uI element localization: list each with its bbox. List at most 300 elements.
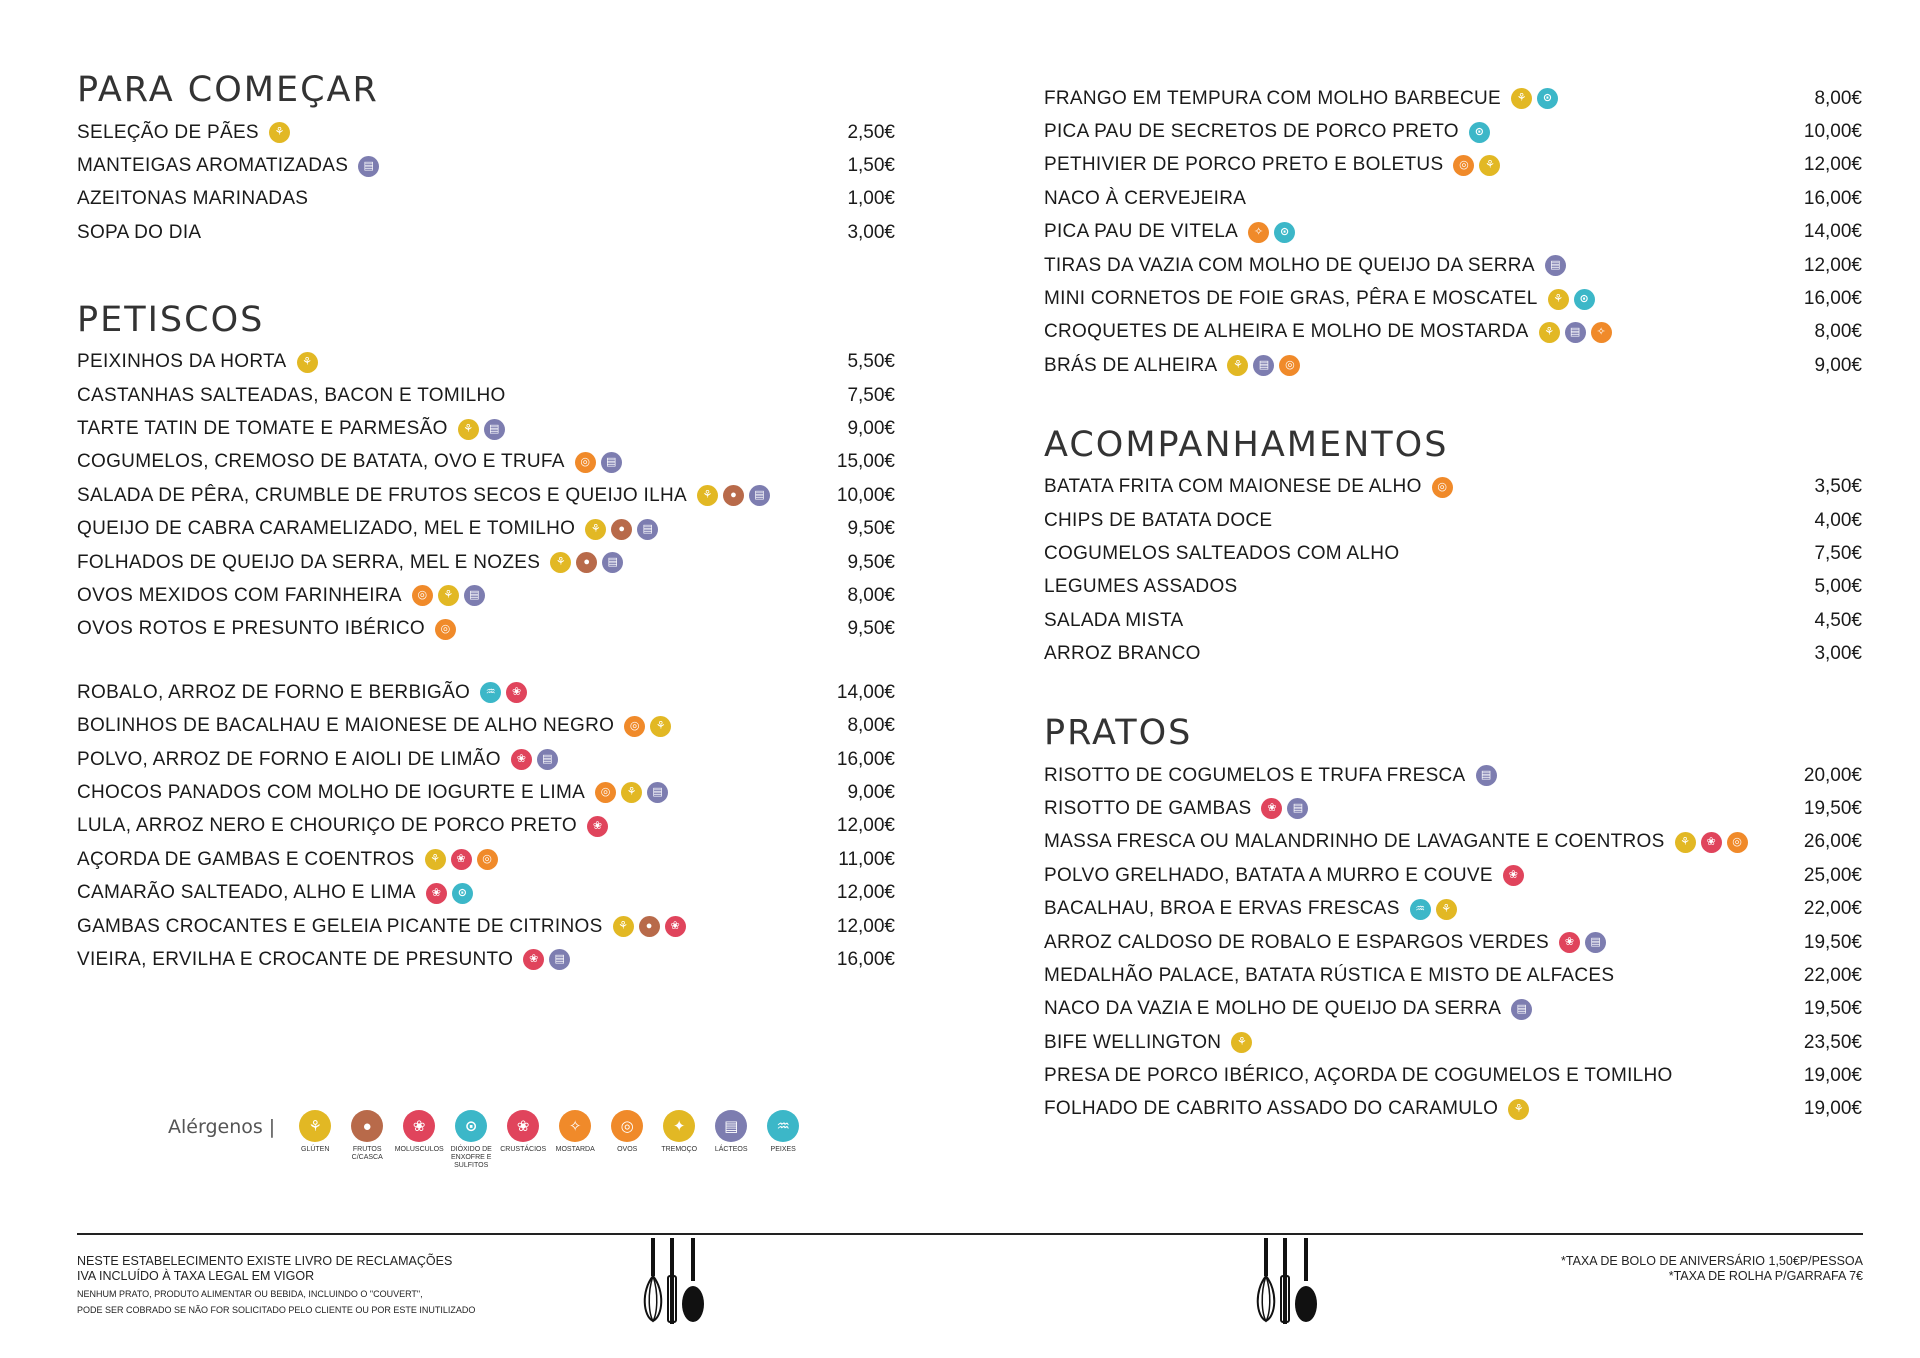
egg-icon: ◎ bbox=[412, 585, 433, 606]
menu-item-price: 8,00€ bbox=[1814, 87, 1862, 109]
milk-icon: ▤ bbox=[647, 782, 668, 803]
menu-item-name: AÇORDA DE GAMBAS E COENTROS bbox=[77, 848, 415, 870]
menu-item bbox=[1044, 282, 1862, 315]
milk-icon: ▤ bbox=[1585, 932, 1606, 953]
menu-item bbox=[1044, 1026, 1862, 1059]
menu-item bbox=[77, 216, 895, 249]
allergen-legend bbox=[168, 1110, 809, 1170]
menu-item-price: 16,00€ bbox=[1803, 288, 1862, 310]
menu-item bbox=[1044, 604, 1862, 637]
menu-item-name: PEIXINHOS DA HORTA bbox=[77, 351, 287, 373]
menu-list-petiscos-seafood bbox=[77, 676, 895, 977]
nut-icon: ● bbox=[723, 485, 744, 506]
legend-item-lupin bbox=[653, 1110, 705, 1170]
milk-icon: ▤ bbox=[549, 949, 570, 970]
menu-item bbox=[77, 743, 895, 776]
menu-item-price: 16,00€ bbox=[1803, 187, 1862, 209]
menu-item bbox=[77, 479, 895, 512]
legend-item-dairy bbox=[705, 1110, 757, 1170]
menu-item bbox=[1044, 471, 1862, 504]
footer-fees bbox=[1561, 1254, 1863, 1284]
legend-items bbox=[289, 1110, 809, 1170]
menu-item-name: BACALHAU, BROA E ERVAS FRESCAS bbox=[1044, 898, 1400, 920]
menu-item-name: LULA, ARROZ NERO E CHOURIÇO DE PORCO PRETO bbox=[77, 815, 577, 837]
utensils-icon bbox=[635, 1236, 715, 1326]
menu-item-price: 19,50€ bbox=[1803, 931, 1862, 953]
menu-item-name: LEGUMES ASSADOS bbox=[1044, 576, 1238, 598]
egg-icon: ◎ bbox=[624, 716, 645, 737]
allergen-icons bbox=[1410, 899, 1462, 920]
menu-item-price: 4,00€ bbox=[1814, 509, 1862, 531]
legend-item-label: CRUSTÁCIOS bbox=[500, 1146, 547, 1153]
milk-icon: ▤ bbox=[602, 552, 623, 573]
menu-item-price: 9,50€ bbox=[847, 518, 895, 540]
shell-icon: ❀ bbox=[511, 749, 532, 770]
menu-item bbox=[77, 579, 895, 612]
menu-item-name: SELEÇÃO DE PÃES bbox=[77, 121, 259, 143]
menu-item-price: 12,00€ bbox=[1803, 154, 1862, 176]
menu-item-name: FOLHADO DE CABRITO ASSADO DO CARAMULO bbox=[1044, 1098, 1499, 1120]
menu-item-price: 1,50€ bbox=[847, 155, 895, 177]
allergen-icons bbox=[435, 619, 461, 640]
wheat-icon: ⚘ bbox=[269, 122, 290, 143]
menu-column-right bbox=[1044, 82, 1862, 1126]
menu-item-price: 1,00€ bbox=[847, 188, 895, 210]
milk-icon: ▤ bbox=[601, 452, 622, 473]
menu-item-name: ARROZ CALDOSO DE ROBALO E ESPARGOS VERDES bbox=[1044, 931, 1550, 953]
section-title-pratos: PRATOS bbox=[1044, 712, 1193, 753]
menu-item-price: 8,00€ bbox=[847, 715, 895, 737]
allergen-icons bbox=[358, 156, 384, 177]
menu-item-price: 3,00€ bbox=[1814, 643, 1862, 665]
menu-item bbox=[1044, 182, 1862, 215]
molecule-icon: ⊙ bbox=[1274, 222, 1295, 243]
menu-item-price: 25,00€ bbox=[1803, 864, 1862, 886]
menu-item bbox=[1044, 149, 1862, 182]
allergen-icons bbox=[412, 585, 490, 606]
menu-item bbox=[77, 843, 895, 876]
allergen-icons bbox=[624, 716, 676, 737]
fish-icon: ♒ bbox=[767, 1110, 799, 1142]
wheat-icon: ⚘ bbox=[1479, 155, 1500, 176]
wheat-icon: ⚘ bbox=[297, 352, 318, 373]
menu-item-price: 3,00€ bbox=[847, 221, 895, 243]
crab-icon: ❀ bbox=[1503, 865, 1524, 886]
menu-item-price: 14,00€ bbox=[836, 681, 895, 703]
menu-item-name: OVOS ROTOS E PRESUNTO IBÉRICO bbox=[77, 618, 425, 640]
footer-corkage-fee: *TAXA DE ROLHA P/GARRAFA 7€ bbox=[1668, 1269, 1863, 1283]
legend-item-eggs bbox=[601, 1110, 653, 1170]
menu-item-name: CHIPS DE BATATA DOCE bbox=[1044, 509, 1273, 531]
menu-item-price: 19,50€ bbox=[1803, 797, 1862, 819]
footer-divider bbox=[77, 1233, 1863, 1235]
spoon-icon: ✧ bbox=[1591, 322, 1612, 343]
crab-icon: ❀ bbox=[1701, 832, 1722, 853]
allergen-icons bbox=[511, 749, 563, 770]
menu-item-name: VIEIRA, ERVILHA E CROCANTE DE PRESUNTO bbox=[77, 948, 514, 970]
menu-item-name: COGUMELOS, CREMOSO DE BATATA, OVO E TRUFA bbox=[77, 451, 565, 473]
menu-item-name: MASSA FRESCA OU MALANDRINHO DE LAVAGANTE E COENTROS bbox=[1044, 831, 1665, 853]
menu-item-name: COGUMELOS SALTEADOS COM ALHO bbox=[1044, 542, 1400, 564]
spoon-icon bbox=[682, 1238, 704, 1322]
menu-item-name: QUEIJO DE CABRA CARAMELIZADO, MEL E TOMILHO bbox=[77, 518, 576, 540]
wheat-icon: ⚘ bbox=[550, 552, 571, 573]
menu-item-name: FRANGO EM TEMPURA COM MOLHO BARBECUE bbox=[1044, 87, 1502, 109]
molecule-icon: ⊙ bbox=[1574, 289, 1595, 310]
nut-icon: ● bbox=[351, 1110, 383, 1142]
menu-item-price: 12,00€ bbox=[836, 882, 895, 904]
nut-icon: ● bbox=[576, 552, 597, 573]
menu-item-price: 22,00€ bbox=[1803, 964, 1862, 986]
menu-item-price: 7,50€ bbox=[847, 384, 895, 406]
milk-icon: ▤ bbox=[1565, 322, 1586, 343]
menu-item-name: CROQUETES DE ALHEIRA E MOLHO DE MOSTARDA bbox=[1044, 321, 1529, 343]
nut-icon: ● bbox=[611, 519, 632, 540]
menu-item-price: 14,00€ bbox=[1803, 221, 1862, 243]
menu-item-price: 4,50€ bbox=[1814, 609, 1862, 631]
menu-item-name: NACO À CERVEJEIRA bbox=[1044, 187, 1247, 209]
menu-item bbox=[1044, 571, 1862, 604]
milk-icon: ▤ bbox=[537, 749, 558, 770]
menu-item-price: 12,00€ bbox=[1803, 254, 1862, 276]
menu-item bbox=[77, 346, 895, 379]
crab-icon: ❀ bbox=[1559, 932, 1580, 953]
milk-icon: ▤ bbox=[1287, 798, 1308, 819]
molecule-icon: ⊙ bbox=[1469, 122, 1490, 143]
molecule-icon: ⊙ bbox=[455, 1110, 487, 1142]
menu-item-name: CASTANHAS SALTEADAS, BACON E TOMILHO bbox=[77, 384, 506, 406]
egg-icon: ◎ bbox=[595, 782, 616, 803]
menu-item-name: PICA PAU DE VITELA bbox=[1044, 221, 1239, 243]
molecule-icon: ⊙ bbox=[1537, 88, 1558, 109]
menu-item-price: 8,00€ bbox=[1814, 321, 1862, 343]
menu-item-name: FOLHADOS DE QUEIJO DA SERRA, MEL E NOZES bbox=[77, 551, 541, 573]
footer-complaints-book: NESTE ESTABELECIMENTO EXISTE LIVRO DE RECLAMAÇÕES bbox=[77, 1254, 453, 1268]
allergen-icons bbox=[595, 782, 673, 803]
milk-icon: ▤ bbox=[715, 1110, 747, 1142]
menu-item bbox=[77, 183, 895, 216]
menu-item bbox=[1044, 926, 1862, 959]
menu-item-price: 26,00€ bbox=[1803, 831, 1862, 853]
egg-icon: ◎ bbox=[1727, 832, 1748, 853]
menu-item bbox=[1044, 316, 1862, 349]
allergen-icons bbox=[1508, 1099, 1534, 1120]
legend-item-label: DIÓXIDO DE ENXOFRE E SULFITOS bbox=[450, 1146, 492, 1169]
menu-item bbox=[77, 676, 895, 709]
menu-item-name: OVOS MEXIDOS COM FARINHEIRA bbox=[77, 584, 402, 606]
menu-item bbox=[1044, 792, 1862, 825]
egg-icon: ◎ bbox=[1279, 355, 1300, 376]
menu-list-acompanhamentos bbox=[1044, 471, 1862, 671]
legend-item-mustard bbox=[549, 1110, 601, 1170]
legend-item-label: MOSTARDA bbox=[555, 1146, 595, 1153]
crab-icon: ❀ bbox=[507, 1110, 539, 1142]
menu-list-petiscos-meat bbox=[1044, 82, 1862, 383]
crab-icon: ❀ bbox=[451, 849, 472, 870]
milk-icon: ▤ bbox=[484, 419, 505, 440]
egg-icon: ◎ bbox=[435, 619, 456, 640]
allergen-icons bbox=[1545, 255, 1571, 276]
menu-item-name: TIRAS DA VAZIA COM MOLHO DE QUEIJO DA SERRA bbox=[1044, 254, 1535, 276]
allergen-icons bbox=[425, 849, 503, 870]
menu-item-price: 8,00€ bbox=[847, 584, 895, 606]
footer-legal-notice bbox=[77, 1254, 537, 1316]
egg-icon: ◎ bbox=[1453, 155, 1474, 176]
spoon-icon: ✧ bbox=[559, 1110, 591, 1142]
menu-item bbox=[1044, 892, 1862, 925]
section-title-petiscos: PETISCOS bbox=[77, 299, 265, 340]
menu-item-price: 7,50€ bbox=[1814, 542, 1862, 564]
wheat-icon: ⚘ bbox=[299, 1110, 331, 1142]
shell-icon: ❀ bbox=[587, 816, 608, 837]
crab-icon: ❀ bbox=[426, 883, 447, 904]
allergen-icons bbox=[458, 419, 510, 440]
allergen-icons bbox=[523, 949, 575, 970]
whisk-icon bbox=[1258, 1238, 1275, 1321]
allergen-icons bbox=[1548, 289, 1600, 310]
legend-item-nuts bbox=[341, 1110, 393, 1170]
menu-item-price: 9,00€ bbox=[847, 781, 895, 803]
menu-item-name: SALADA MISTA bbox=[1044, 609, 1184, 631]
wheat-icon: ⚘ bbox=[1548, 289, 1569, 310]
egg-icon: ◎ bbox=[1432, 477, 1453, 498]
menu-item bbox=[77, 379, 895, 412]
milk-icon: ▤ bbox=[1511, 999, 1532, 1020]
legend-label: Alérgenos | bbox=[168, 1116, 276, 1138]
allergen-icons bbox=[1559, 932, 1611, 953]
menu-list-para-comecar bbox=[77, 116, 895, 250]
legend-item-fish bbox=[757, 1110, 809, 1170]
menu-item bbox=[1044, 249, 1862, 282]
milk-icon: ▤ bbox=[1253, 355, 1274, 376]
menu-item-name: NACO DA VAZIA E MOLHO DE QUEIJO DA SERRA bbox=[1044, 998, 1502, 1020]
allergen-icons bbox=[1511, 999, 1537, 1020]
wheat-icon: ⚘ bbox=[1436, 899, 1457, 920]
allergen-icons bbox=[1675, 832, 1753, 853]
allergen-icons bbox=[1469, 122, 1495, 143]
menu-item-price: 19,50€ bbox=[1803, 998, 1862, 1020]
menu-item bbox=[1044, 82, 1862, 115]
legend-item-label: PEIXES bbox=[770, 1146, 796, 1153]
menu-item-name: PETHIVIER DE PORCO PRETO E BOLETUS bbox=[1044, 154, 1444, 176]
wheat-icon: ⚘ bbox=[1508, 1099, 1529, 1120]
menu-item-price: 5,50€ bbox=[847, 351, 895, 373]
allergen-icons bbox=[480, 682, 532, 703]
allergen-icons bbox=[1432, 477, 1458, 498]
menu-item-name: BRÁS DE ALHEIRA bbox=[1044, 354, 1218, 376]
menu-item-name: RISOTTO DE COGUMELOS E TRUFA FRESCA bbox=[1044, 764, 1466, 786]
shell-icon: ❀ bbox=[403, 1110, 435, 1142]
menu-item-price: 9,50€ bbox=[847, 551, 895, 573]
whisk-icon bbox=[645, 1238, 662, 1321]
fish-icon: ♒ bbox=[480, 682, 501, 703]
menu-item bbox=[77, 910, 895, 943]
spoon-icon: ✧ bbox=[1248, 222, 1269, 243]
menu-item bbox=[77, 116, 895, 149]
menu-item bbox=[77, 546, 895, 579]
footer-couvert-note-1: NENHUM PRATO, PRODUTO ALIMENTAR OU BEBIDA, INCLUINDO O "COUVERT", bbox=[77, 1289, 423, 1299]
menu-column-left bbox=[77, 70, 895, 977]
wheat-icon: ⚘ bbox=[1675, 832, 1696, 853]
wheat-icon: ⚘ bbox=[1539, 322, 1560, 343]
menu-list-pratos bbox=[1044, 759, 1862, 1126]
crab-icon: ❀ bbox=[1261, 798, 1282, 819]
menu-item bbox=[1044, 993, 1862, 1026]
menu-item bbox=[1044, 216, 1862, 249]
menu-item-price: 20,00€ bbox=[1803, 764, 1862, 786]
legend-item-label: FRUTOS C/CASCA bbox=[351, 1146, 383, 1161]
menu-item-price: 3,50€ bbox=[1814, 476, 1862, 498]
menu-item bbox=[77, 810, 895, 843]
menu-item-name: RISOTTO DE GAMBAS bbox=[1044, 797, 1252, 819]
menu-item bbox=[1044, 1059, 1862, 1092]
menu-item-price: 23,50€ bbox=[1803, 1031, 1862, 1053]
section-title-acompanhamentos: ACOMPANHAMENTOS bbox=[1044, 424, 1449, 465]
allergen-icons bbox=[1248, 222, 1300, 243]
wheat-icon: ⚘ bbox=[1227, 355, 1248, 376]
menu-item-name: POLVO GRELHADO, BATATA A MURRO E COUVE bbox=[1044, 864, 1493, 886]
menu-item-price: 15,00€ bbox=[836, 451, 895, 473]
menu-item-price: 11,00€ bbox=[838, 848, 895, 870]
wheat-icon: ⚘ bbox=[650, 716, 671, 737]
allergen-icons bbox=[1453, 155, 1505, 176]
legend-item-molluscs bbox=[393, 1110, 445, 1170]
egg-icon: ◎ bbox=[611, 1110, 643, 1142]
allergen-icons bbox=[585, 519, 663, 540]
legend-item-label: GLÚTEN bbox=[301, 1146, 330, 1153]
menu-item-name: ARROZ BRANCO bbox=[1044, 643, 1201, 665]
crab-icon: ❀ bbox=[665, 916, 686, 937]
menu-item-name: PRESA DE PORCO IBÉRICO, AÇORDA DE COGUMELOS E TOMILHO bbox=[1044, 1065, 1673, 1087]
menu-item bbox=[1044, 826, 1862, 859]
allergen-icons bbox=[587, 816, 613, 837]
wheat-icon: ⚘ bbox=[458, 419, 479, 440]
milk-icon: ▤ bbox=[358, 156, 379, 177]
footer-cake-fee: *TAXA DE BOLO DE ANIVERSÁRIO 1,50€P/PESSOA bbox=[1561, 1254, 1863, 1268]
footer-couvert-note-2: PODE SER COBRADO SE NÃO FOR SOLICITADO PELO CLIENTE OU POR ESTE INUTILIZADO bbox=[77, 1305, 476, 1315]
fish-icon: ♒ bbox=[1410, 899, 1431, 920]
legend-item-label: TREMOÇO bbox=[661, 1146, 698, 1153]
wheat-icon: ⚘ bbox=[613, 916, 634, 937]
allergen-icons bbox=[550, 552, 628, 573]
menu-item-name: TARTE TATIN DE TOMATE E PARMESÃO bbox=[77, 418, 448, 440]
menu-item-price: 9,00€ bbox=[1814, 354, 1862, 376]
menu-item bbox=[77, 709, 895, 742]
menu-item bbox=[1044, 759, 1862, 792]
allergen-icons bbox=[1539, 322, 1617, 343]
footer-vat-note: IVA INCLUÍDO À TAXA LEGAL EM VIGOR bbox=[77, 1269, 315, 1283]
legend-item-label: LÁCTEOS bbox=[714, 1146, 748, 1153]
spatula-icon bbox=[668, 1238, 676, 1324]
menu-item-name: GAMBAS CROCANTES E GELEIA PICANTE DE CITRINOS bbox=[77, 915, 603, 937]
allergen-icons bbox=[269, 122, 295, 143]
milk-icon: ▤ bbox=[464, 585, 485, 606]
menu-item bbox=[1044, 504, 1862, 537]
allergen-icons bbox=[1511, 88, 1563, 109]
egg-icon: ◎ bbox=[575, 452, 596, 473]
molecule-icon: ⊙ bbox=[452, 883, 473, 904]
wheat-icon: ⚘ bbox=[1231, 1032, 1252, 1053]
menu-item-price: 5,00€ bbox=[1814, 576, 1862, 598]
egg-icon: ◎ bbox=[477, 849, 498, 870]
menu-item-name: SALADA DE PÊRA, CRUMBLE DE FRUTOS SECOS E QUEIJO ILHA bbox=[77, 484, 687, 506]
menu-item bbox=[77, 412, 895, 445]
milk-icon: ▤ bbox=[1545, 255, 1566, 276]
shell-icon: ❀ bbox=[523, 949, 544, 970]
menu-item bbox=[1044, 859, 1862, 892]
menu-item-name: MINI CORNETOS DE FOIE GRAS, PÊRA E MOSCATEL bbox=[1044, 288, 1538, 310]
legend-item-crustaceans bbox=[497, 1110, 549, 1170]
nut-icon: ● bbox=[639, 916, 660, 937]
menu-item-price: 16,00€ bbox=[836, 748, 895, 770]
menu-list-petiscos bbox=[77, 346, 895, 647]
crab-icon: ❀ bbox=[506, 682, 527, 703]
menu-item bbox=[77, 149, 895, 182]
menu-item bbox=[1044, 115, 1862, 148]
menu-item-name: MANTEIGAS AROMATIZADAS bbox=[77, 155, 349, 177]
menu-item-price: 22,00€ bbox=[1803, 898, 1862, 920]
legend-item-gluten bbox=[289, 1110, 341, 1170]
allergen-icons bbox=[1227, 355, 1305, 376]
allergen-icons bbox=[1231, 1032, 1257, 1053]
section-title-para-comecar: PARA COMEÇAR bbox=[77, 70, 379, 110]
menu-item-name: BOLINHOS DE BACALHAU E MAIONESE DE ALHO NEGRO bbox=[77, 715, 615, 737]
menu-item-price: 9,00€ bbox=[847, 418, 895, 440]
allergen-icons bbox=[613, 916, 691, 937]
menu-item bbox=[1044, 349, 1862, 382]
menu-item-name: POLVO, ARROZ DE FORNO E AIOLI DE LIMÃO bbox=[77, 748, 501, 770]
menu-item-name: MEDALHÃO PALACE, BATATA RÚSTICA E MISTO DE ALFACES bbox=[1044, 964, 1615, 986]
menu-item-price: 12,00€ bbox=[836, 815, 895, 837]
menu-item bbox=[1044, 637, 1862, 670]
allergen-icons bbox=[1503, 865, 1529, 886]
spoon-icon bbox=[1295, 1238, 1317, 1322]
menu-item-price: 12,00€ bbox=[836, 915, 895, 937]
spatula-icon bbox=[1281, 1238, 1289, 1324]
wheat-icon: ⚘ bbox=[425, 849, 446, 870]
menu-item-price: 2,50€ bbox=[847, 121, 895, 143]
menu-item bbox=[1044, 959, 1862, 992]
milk-icon: ▤ bbox=[749, 485, 770, 506]
menu-item-name: BIFE WELLINGTON bbox=[1044, 1031, 1222, 1053]
menu-item bbox=[77, 513, 895, 546]
menu-item-name: CHOCOS PANADOS COM MOLHO DE IOGURTE E LIMA bbox=[77, 781, 586, 803]
menu-item-name: CAMARÃO SALTEADO, ALHO E LIMA bbox=[77, 882, 416, 904]
menu-item bbox=[77, 613, 895, 646]
wheat-icon: ⚘ bbox=[438, 585, 459, 606]
allergen-icons bbox=[297, 352, 323, 373]
menu-item bbox=[77, 776, 895, 809]
menu-item bbox=[77, 446, 895, 479]
allergen-icons bbox=[426, 883, 478, 904]
menu-item bbox=[77, 876, 895, 909]
menu-item bbox=[77, 943, 895, 976]
menu-item bbox=[1044, 537, 1862, 570]
menu-item-name: PICA PAU DE SECRETOS DE PORCO PRETO bbox=[1044, 121, 1459, 143]
menu-item-price: 16,00€ bbox=[836, 948, 895, 970]
allergen-icons bbox=[697, 485, 775, 506]
wheat-icon: ⚘ bbox=[621, 782, 642, 803]
menu-item-price: 19,00€ bbox=[1803, 1065, 1862, 1087]
wheat-icon: ⚘ bbox=[1511, 88, 1532, 109]
allergen-icons bbox=[1261, 798, 1313, 819]
legend-item-label: MOLUSCULOS bbox=[394, 1146, 444, 1153]
milk-icon: ▤ bbox=[1476, 765, 1497, 786]
menu-item-name: AZEITONAS MARINADAS bbox=[77, 188, 309, 210]
lupin-icon: ✦ bbox=[663, 1110, 695, 1142]
menu-item-name: SOPA DO DIA bbox=[77, 221, 202, 243]
allergen-icons bbox=[575, 452, 627, 473]
